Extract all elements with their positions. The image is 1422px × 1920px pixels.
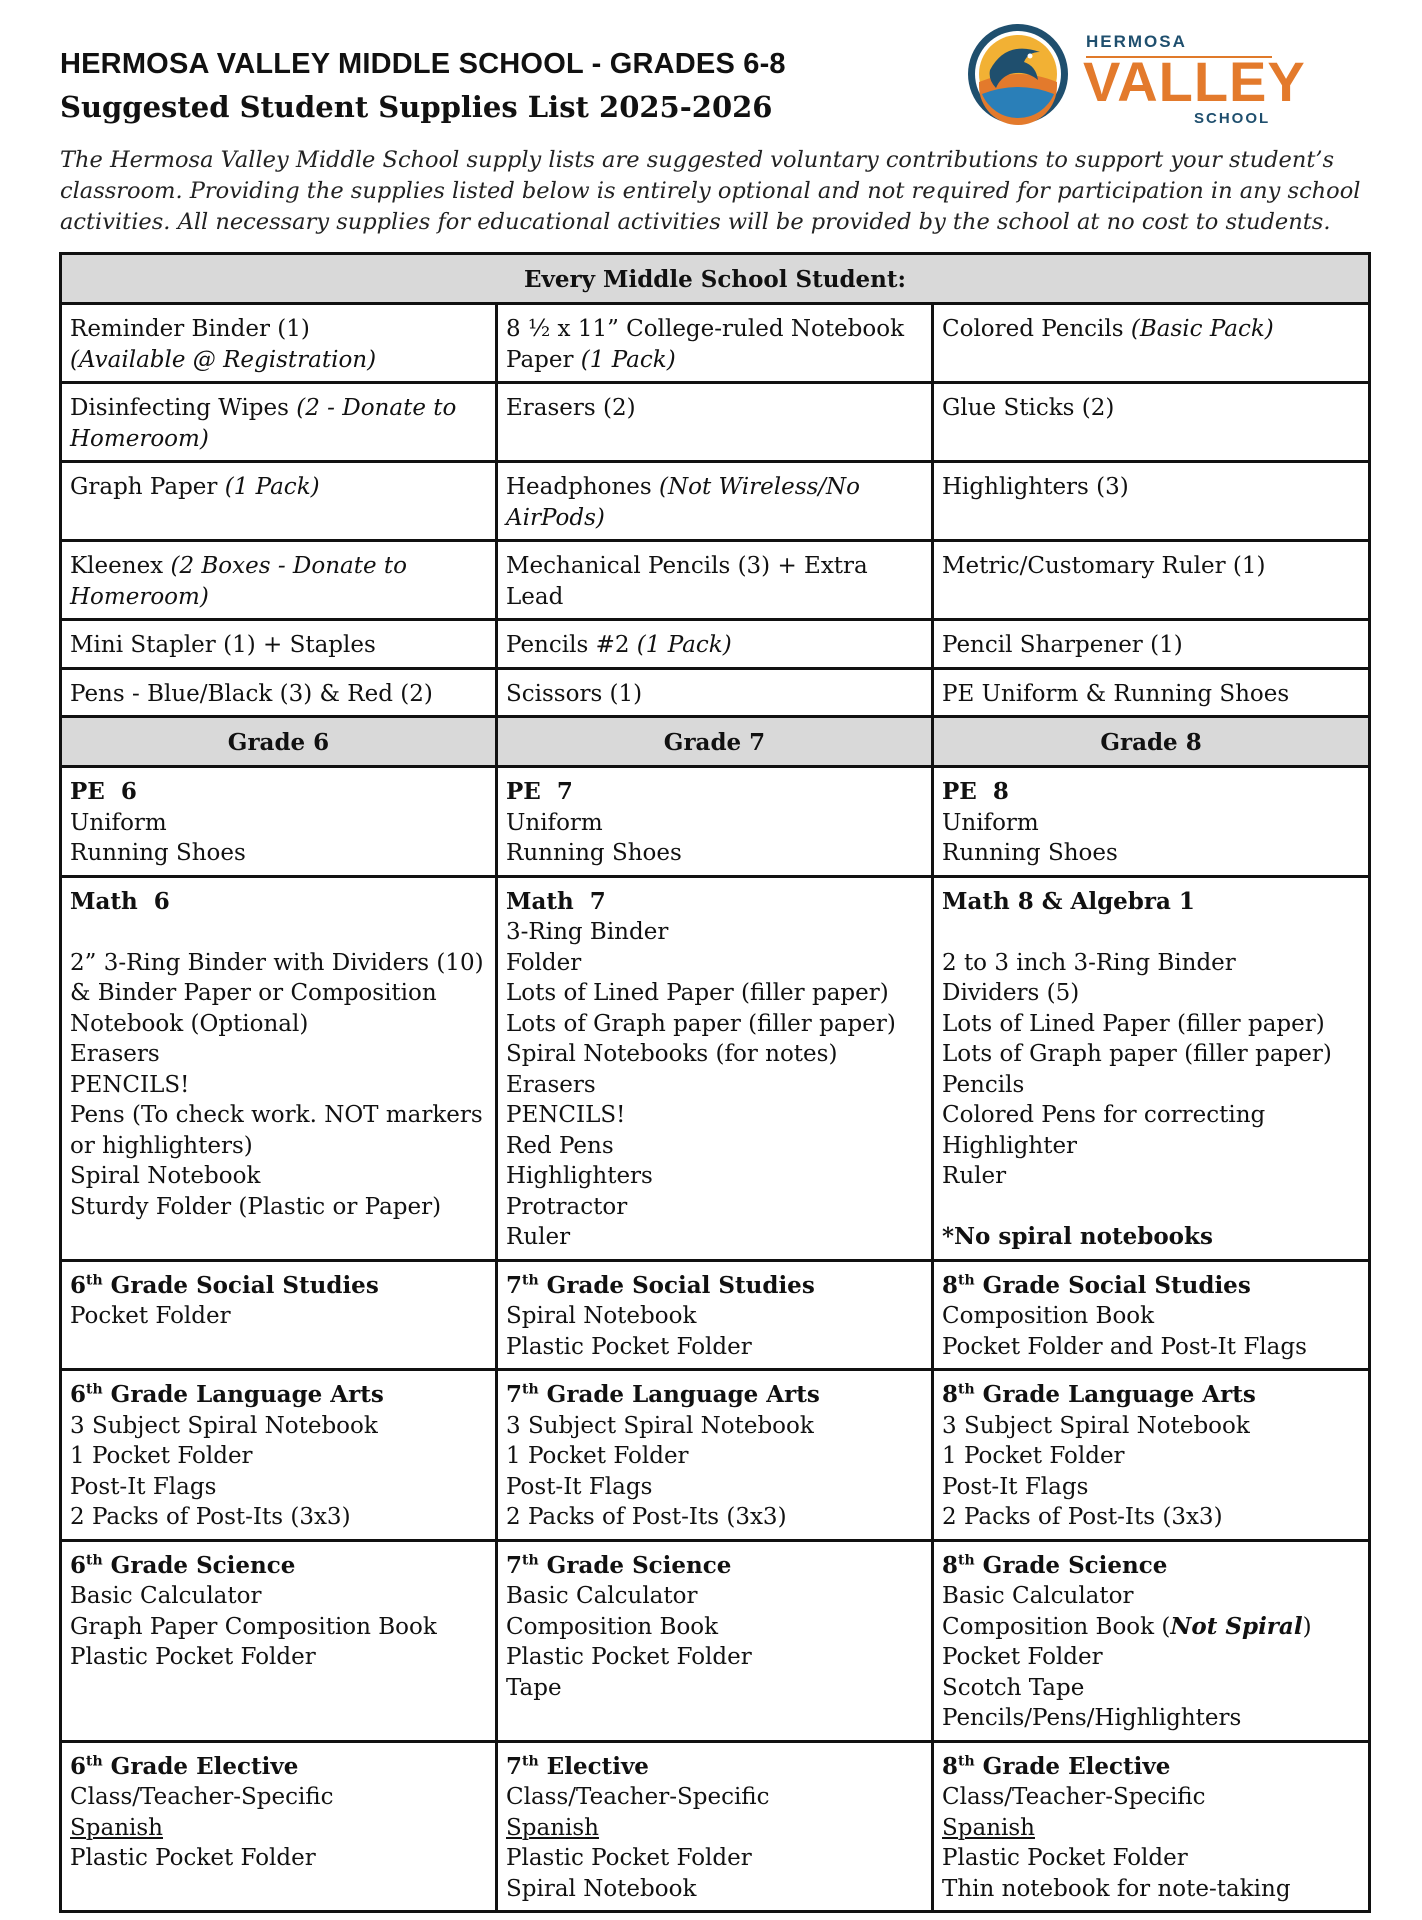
grade-number: 6 bbox=[70, 1271, 87, 1299]
science-7-cell bbox=[497, 1540, 933, 1741]
elective-6-cell bbox=[61, 1741, 497, 1912]
supply-item: 8 ½ x 11” College-ruled Notebook Paper bbox=[506, 316, 905, 373]
list-item: Pocket Folder bbox=[70, 1303, 231, 1329]
list-item: Pens (To check work. NOT markers or highlighters) bbox=[70, 1102, 483, 1159]
table-row bbox=[61, 304, 1370, 383]
list-item: Uniform bbox=[506, 809, 603, 836]
list-item: Basic Calculator bbox=[70, 1583, 262, 1609]
ordinal-suffix: th bbox=[522, 1551, 539, 1568]
list-item: 2 to 3 inch 3-Ring Binder bbox=[942, 949, 1236, 976]
table-row bbox=[61, 383, 1370, 462]
list-item: Lots of Lined Paper (filler paper) bbox=[942, 1010, 1325, 1037]
subject-title: PE 7 bbox=[506, 778, 573, 805]
subject-title bbox=[506, 1380, 923, 1411]
list-item bbox=[942, 1612, 1360, 1643]
grade-number: 7 bbox=[506, 1551, 523, 1579]
list-item: Post-It Flags bbox=[506, 1473, 653, 1500]
grade-6-heading: Grade 6 bbox=[61, 717, 497, 767]
supply-item: Pencils #2 bbox=[506, 632, 637, 658]
supply-item: Mini Stapler (1) + Staples bbox=[70, 632, 376, 658]
intro-paragraph: The Hermosa Valley Middle School supply lists are suggested voluntary contributions to support your student’s classroom. Providing the supplies listed below is entirely optional and not required for participation in any school activities. All necessary supplies for educational activities will be provided by the school at no cost to students. bbox=[60, 147, 1361, 235]
list-item: Lots of Graph paper (filler paper) bbox=[942, 1041, 1332, 1067]
supply-cell bbox=[933, 668, 1370, 717]
list-item: Running Shoes bbox=[942, 840, 1118, 866]
list-item: Post-It Flags bbox=[942, 1473, 1089, 1500]
list-item: Folder bbox=[506, 949, 582, 976]
subject-name: Grade Social Studies bbox=[974, 1271, 1251, 1299]
page-subtitle: Suggested Student Supplies List 2025-2026 bbox=[60, 90, 773, 124]
science-6-cell bbox=[61, 1540, 497, 1741]
grade-number: 8 bbox=[942, 1271, 959, 1299]
list-item: Basic Calculator bbox=[506, 1583, 698, 1609]
list-item: Composition Book bbox=[506, 1613, 719, 1640]
grade-number: 6 bbox=[70, 1752, 87, 1780]
grade-header-row bbox=[61, 717, 1370, 767]
list-item: Spiral Notebook bbox=[506, 1303, 697, 1329]
list-item: 3 Subject Spiral Notebook bbox=[506, 1412, 814, 1439]
list-item: Plastic Pocket Folder bbox=[506, 1333, 752, 1360]
science-8-cell bbox=[933, 1540, 1370, 1741]
list-item: PENCILS! bbox=[506, 1102, 626, 1128]
list-item: 1 Pocket Folder bbox=[506, 1443, 689, 1469]
list-item: Pocket Folder and Post-It Flags bbox=[942, 1333, 1307, 1360]
list-item: Scotch Tape bbox=[942, 1674, 1085, 1701]
pe-row bbox=[61, 767, 1370, 877]
list-item: Running Shoes bbox=[70, 840, 246, 866]
list-item: Uniform bbox=[942, 809, 1039, 836]
social-studies-6-cell bbox=[61, 1260, 497, 1370]
grade-number: 7 bbox=[506, 1271, 523, 1299]
list-item: Spanish bbox=[506, 1814, 599, 1841]
language-arts-6-cell bbox=[61, 1370, 497, 1541]
supply-cell bbox=[933, 383, 1370, 462]
list-item: Protractor bbox=[506, 1193, 628, 1220]
list-item: 2” 3-Ring Binder with Dividers (10) & Binder Paper or Composition Notebook (Optional) bbox=[70, 949, 484, 1037]
supply-cell bbox=[61, 541, 497, 620]
supply-item: Headphones bbox=[506, 474, 660, 500]
supply-item: Colored Pencils bbox=[942, 316, 1131, 342]
grade-8-heading: Grade 8 bbox=[933, 717, 1370, 767]
logo-text-main: VALLEY bbox=[1083, 50, 1306, 113]
subject-name: Grade Science bbox=[538, 1551, 732, 1579]
list-item: Tape bbox=[506, 1674, 562, 1701]
pe-8-cell bbox=[933, 767, 1370, 877]
supply-item: Disinfecting Wipes bbox=[70, 395, 297, 421]
grade-number: 6 bbox=[70, 1551, 87, 1579]
social-studies-row bbox=[61, 1260, 1370, 1370]
list-item: PENCILS! bbox=[70, 1071, 190, 1098]
supply-item: Graph Paper bbox=[70, 474, 225, 500]
supply-item: Metric/Customary Ruler (1) bbox=[942, 553, 1266, 579]
supplies-table bbox=[59, 252, 1371, 1913]
supply-item: Highlighters (3) bbox=[942, 474, 1129, 500]
math-7-cell bbox=[497, 876, 933, 1260]
ordinal-suffix: th bbox=[958, 1381, 975, 1398]
grade-number: 8 bbox=[942, 1752, 959, 1780]
spacer bbox=[942, 1192, 1360, 1223]
subject-title bbox=[942, 1271, 1360, 1302]
subject-name: Grade Social Studies bbox=[102, 1271, 379, 1299]
supply-item: Reminder Binder (1) bbox=[70, 316, 310, 342]
elective-8-cell bbox=[933, 1741, 1370, 1912]
subject-title bbox=[506, 1271, 923, 1302]
list-item: Lots of Graph paper (filler paper) bbox=[506, 1010, 896, 1037]
supply-cell bbox=[61, 383, 497, 462]
grade-number: 6 bbox=[70, 1381, 87, 1408]
table-row bbox=[61, 462, 1370, 541]
table-row bbox=[61, 541, 1370, 620]
supply-item: Pencil Sharpener (1) bbox=[942, 632, 1183, 658]
ordinal-suffix: th bbox=[522, 1381, 539, 1398]
supply-cell bbox=[61, 620, 497, 669]
supply-item: Glue Sticks (2) bbox=[942, 395, 1115, 421]
supply-cell bbox=[497, 541, 933, 620]
subject-title bbox=[70, 1271, 487, 1302]
list-item: Spanish bbox=[70, 1814, 163, 1841]
subject-title: PE 8 bbox=[942, 778, 1009, 805]
grade-number: 7 bbox=[506, 1752, 523, 1780]
list-item: Dividers (5) bbox=[942, 980, 1080, 1006]
logo-text-top: HERMOSA bbox=[1086, 32, 1187, 51]
spacer bbox=[942, 917, 1360, 948]
science-row bbox=[61, 1540, 1370, 1741]
list-item: Sturdy Folder (Plastic or Paper) bbox=[70, 1193, 442, 1220]
subject-name: Grade Science bbox=[974, 1551, 1168, 1579]
list-item: Class/Teacher-Specific bbox=[70, 1784, 334, 1810]
ordinal-suffix: th bbox=[522, 1752, 539, 1769]
supply-note: (1 Pack) bbox=[224, 474, 320, 500]
supply-note: (1 Pack) bbox=[636, 632, 732, 658]
subject-title bbox=[942, 1380, 1360, 1411]
list-item: Highlighters bbox=[506, 1163, 653, 1189]
list-item: Plastic Pocket Folder bbox=[942, 1845, 1188, 1871]
every-student-header-row bbox=[61, 254, 1370, 304]
ordinal-suffix: th bbox=[958, 1752, 975, 1769]
list-item: Red Pens bbox=[506, 1132, 614, 1159]
supply-note: (Not Wireless/No AirPods) bbox=[506, 474, 861, 531]
table-row bbox=[61, 668, 1370, 717]
list-item: Running Shoes bbox=[506, 840, 682, 866]
grade-number: 8 bbox=[942, 1551, 959, 1579]
supply-note: (Available @ Registration) bbox=[70, 346, 377, 373]
list-item: Pencils bbox=[942, 1071, 1025, 1098]
school-logo bbox=[966, 18, 1306, 130]
list-item: 2 Packs of Post-Its (3x3) bbox=[942, 1504, 1223, 1530]
subject-name: Grade Language Arts bbox=[538, 1381, 820, 1408]
subject-title: Math 8 & Algebra 1 bbox=[942, 887, 1195, 915]
subject-title bbox=[942, 1551, 1360, 1582]
ordinal-suffix: th bbox=[86, 1381, 103, 1398]
list-item: Spiral Notebook bbox=[506, 1875, 697, 1902]
supply-note: (Basic Pack) bbox=[1130, 316, 1274, 342]
list-item: Plastic Pocket Folder bbox=[506, 1845, 752, 1871]
language-arts-row bbox=[61, 1370, 1370, 1541]
list-item: 3 Subject Spiral Notebook bbox=[942, 1412, 1250, 1439]
list-item: Basic Calculator bbox=[942, 1583, 1134, 1609]
supply-cell bbox=[933, 620, 1370, 669]
supply-cell bbox=[61, 668, 497, 717]
list-item: 1 Pocket Folder bbox=[942, 1443, 1125, 1469]
list-item: Spiral Notebook bbox=[70, 1163, 261, 1189]
math-8-note: *No spiral notebooks bbox=[942, 1223, 1213, 1250]
supply-note: (2 Boxes - Donate to Homeroom) bbox=[70, 553, 407, 610]
ordinal-suffix: th bbox=[86, 1752, 103, 1769]
math-6-cell bbox=[61, 876, 497, 1260]
subject-name: Grade Science bbox=[102, 1551, 296, 1579]
subject-title bbox=[942, 1752, 1360, 1783]
list-item: Ruler bbox=[942, 1163, 1007, 1189]
language-arts-8-cell bbox=[933, 1370, 1370, 1541]
supply-item: Scissors (1) bbox=[506, 680, 643, 707]
supply-cell bbox=[497, 620, 933, 669]
list-item: Pencils/Pens/Highlighters bbox=[942, 1705, 1242, 1731]
supply-item: Erasers (2) bbox=[506, 395, 636, 421]
spacer bbox=[70, 917, 487, 948]
logo-text-bottom: SCHOOL bbox=[1194, 110, 1271, 127]
list-item: Uniform bbox=[70, 809, 167, 836]
list-item: Ruler bbox=[506, 1224, 571, 1250]
ordinal-suffix: th bbox=[958, 1551, 975, 1568]
language-arts-7-cell bbox=[497, 1370, 933, 1541]
subject-name: Grade Language Arts bbox=[974, 1381, 1256, 1408]
ordinal-suffix: th bbox=[86, 1271, 103, 1288]
item-text: Composition Book ( bbox=[942, 1613, 1171, 1640]
dolphin-logo-icon bbox=[966, 22, 1070, 126]
list-item: Graph Paper Composition Book bbox=[70, 1613, 437, 1640]
supply-cell bbox=[61, 304, 497, 383]
item-text: ) bbox=[1302, 1613, 1312, 1640]
list-item: Plastic Pocket Folder bbox=[70, 1845, 316, 1871]
list-item: Highlighter bbox=[942, 1132, 1078, 1159]
supply-cell bbox=[933, 462, 1370, 541]
supply-cell bbox=[497, 462, 933, 541]
subject-title bbox=[506, 1752, 923, 1783]
supply-cell bbox=[497, 304, 933, 383]
subject-title: PE 6 bbox=[70, 778, 137, 805]
elective-7-cell bbox=[497, 1741, 933, 1912]
ordinal-suffix: th bbox=[86, 1551, 103, 1568]
every-student-heading: Every Middle School Student: bbox=[61, 254, 1370, 304]
subject-name: Elective bbox=[538, 1752, 649, 1780]
list-item: 2 Packs of Post-Its (3x3) bbox=[506, 1504, 787, 1530]
supply-cell bbox=[933, 304, 1370, 383]
math-8-cell bbox=[933, 876, 1370, 1260]
list-item: Class/Teacher-Specific bbox=[506, 1784, 770, 1810]
list-item: Colored Pens for correcting bbox=[942, 1102, 1266, 1128]
list-item: Pocket Folder bbox=[942, 1644, 1103, 1670]
supply-item: PE Uniform & Running Shoes bbox=[942, 680, 1290, 707]
list-item: Class/Teacher-Specific bbox=[942, 1784, 1206, 1810]
social-studies-8-cell bbox=[933, 1260, 1370, 1370]
supply-cell bbox=[933, 541, 1370, 620]
list-item: Plastic Pocket Folder bbox=[506, 1644, 752, 1670]
list-item: Plastic Pocket Folder bbox=[70, 1644, 316, 1670]
subject-name: Grade Language Arts bbox=[102, 1381, 384, 1408]
list-item: Lots of Lined Paper (filler paper) bbox=[506, 980, 889, 1006]
supply-item: Pens - Blue/Black (3) & Red (2) bbox=[70, 680, 433, 707]
grade-number: 7 bbox=[506, 1381, 523, 1408]
math-row bbox=[61, 876, 1370, 1260]
supply-item: Kleenex bbox=[70, 553, 171, 579]
supply-cell bbox=[61, 462, 497, 541]
ordinal-suffix: th bbox=[522, 1271, 539, 1288]
page-title: HERMOSA VALLEY MIDDLE SCHOOL - GRADES 6-8 bbox=[60, 48, 786, 80]
subject-name: Grade Social Studies bbox=[538, 1271, 815, 1299]
elective-row bbox=[61, 1741, 1370, 1912]
list-item: 1 Pocket Folder bbox=[70, 1443, 253, 1469]
ordinal-suffix: th bbox=[958, 1271, 975, 1288]
list-item: Erasers bbox=[70, 1041, 160, 1067]
subject-title: Math 7 bbox=[506, 887, 606, 915]
supply-cell bbox=[497, 668, 933, 717]
grade-number: 8 bbox=[942, 1381, 959, 1408]
subject-title bbox=[70, 1380, 487, 1411]
pe-6-cell bbox=[61, 767, 497, 877]
grade-7-heading: Grade 7 bbox=[497, 717, 933, 767]
subject-name: Grade Elective bbox=[974, 1752, 1171, 1780]
supply-note: (1 Pack) bbox=[580, 346, 676, 373]
subject-title bbox=[70, 1752, 487, 1783]
supply-cell bbox=[497, 383, 933, 462]
subject-title bbox=[70, 1551, 487, 1582]
list-item: Composition Book bbox=[942, 1303, 1155, 1329]
list-item: 3 Subject Spiral Notebook bbox=[70, 1412, 378, 1439]
list-item: 3-Ring Binder bbox=[506, 919, 669, 945]
subject-name: Grade Elective bbox=[102, 1752, 299, 1780]
list-item: Thin notebook for note-taking bbox=[942, 1875, 1291, 1902]
list-item: Erasers bbox=[506, 1071, 596, 1098]
pe-7-cell bbox=[497, 767, 933, 877]
list-item: Post-It Flags bbox=[70, 1473, 217, 1500]
supply-note: (2 - Donate to Homeroom) bbox=[70, 395, 457, 452]
table-row bbox=[61, 620, 1370, 669]
list-item: 2 Packs of Post-Its (3x3) bbox=[70, 1504, 351, 1530]
item-emphasis: Not Spiral bbox=[1170, 1612, 1303, 1640]
list-item: Spiral Notebooks (for notes) bbox=[506, 1041, 838, 1067]
subject-title: Math 6 bbox=[70, 887, 170, 915]
social-studies-7-cell bbox=[497, 1260, 933, 1370]
list-item: Spanish bbox=[942, 1814, 1035, 1841]
subject-title bbox=[506, 1551, 923, 1582]
supply-item: Mechanical Pencils (3) + Extra Lead bbox=[506, 553, 868, 610]
